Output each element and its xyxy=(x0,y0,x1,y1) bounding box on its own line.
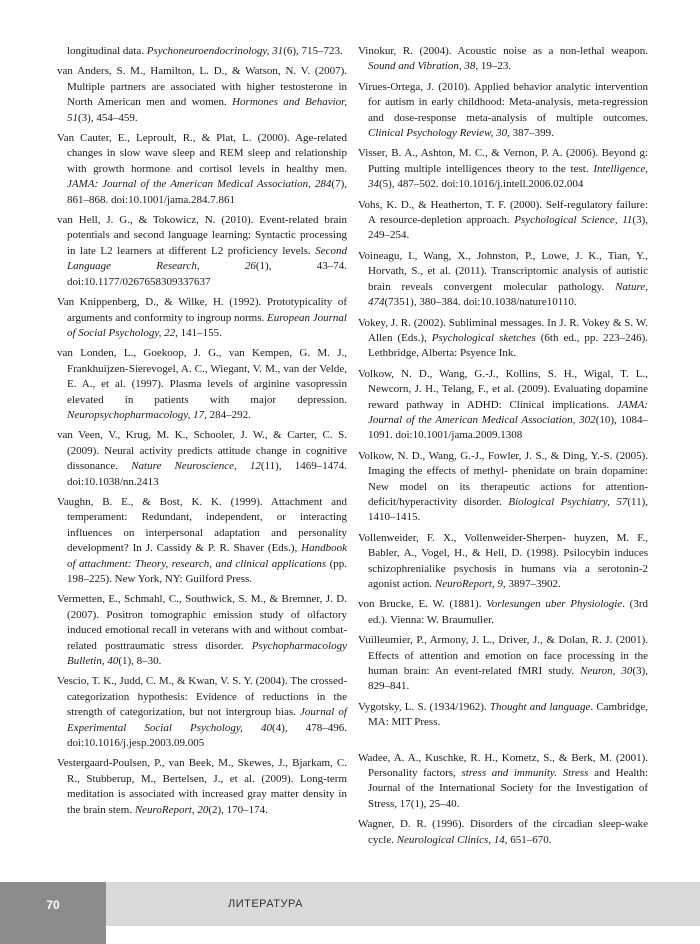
reference-entry xyxy=(57,295,347,341)
reference-details: (4), 478–496. doi:10.1016/j.jesp.2003.09.005 xyxy=(67,721,347,750)
reference-details: , 651–670. xyxy=(504,833,552,846)
reference-source: stress and immunity. Stress xyxy=(461,767,589,780)
reference-source: NeuroReport, 20 xyxy=(134,803,209,816)
reference-entry xyxy=(358,449,648,526)
reference-source: Journal of Experimental Social Psychology, 40 xyxy=(67,706,347,734)
reference-details: . (3rd ed.). Vienna: W. Braumuller. xyxy=(368,598,649,626)
reference-text: Volkow, N. D., Wang, G.-J., Fowler, J. S., & Ding, Y.-S. (2005). Imaging the effects of methyl- phenidate on brain dopamine: New model on its therapeutic actions for attention-deficit/hyperactivity disorder. xyxy=(358,449,648,508)
reference-entry xyxy=(57,674,347,751)
reference-details: (6), 715–723. xyxy=(283,45,343,57)
reference-details: (10), 1084–1091. doi:10.1001/jama.2009.1308 xyxy=(368,413,649,442)
reference-source: Nature Neuroscience, 12 xyxy=(131,460,261,473)
reference-source: Psychopharmacology Bulletin, 40 xyxy=(67,639,347,668)
reference-text: Volkow, N. D., Wang, G.-J., Kollins, S. H., Wigal, T. L., Newcorn, J. H., Telang, F., et al. (2009). Evaluating dopamine reward pathway in ADHD: Clinical implications. xyxy=(358,367,648,411)
reference-details: (7), 861–868. doi:10.1001/jama.284.7.861 xyxy=(67,178,347,206)
reference-source: Thought and language xyxy=(489,700,591,713)
reference-text: Vestergaard-Poulsen, P., van Beek, M., Skewes, J., Bjarkam, C. R., Stubberup, M., Bertelsen, J., et al. (2009). Long-term meditation is associated with increased gray matter density in the brain stem. xyxy=(57,757,347,816)
reference-text: Vaughn, B. E., & Bost, K. K. (1999). Attachment and temperament: Redundant, independent, or interacting influences on interpersonal adaptation and personality development? In J. Cassidy & P. R. Shaver (Eds.), xyxy=(57,495,347,555)
reference-source: NeuroReport, 9, xyxy=(434,578,506,590)
reference-entry xyxy=(57,44,347,59)
reference-details: 141–155. xyxy=(177,326,222,339)
reference-text: Vokey, J. R. (2002). Subliminal messages. In J. R. Vokey & S. W. Allen (Eds.), xyxy=(358,316,648,344)
reference-entry xyxy=(57,64,347,126)
reference-entry xyxy=(57,346,347,423)
reference-text: longitudinal data. xyxy=(67,45,147,57)
reference-entry xyxy=(358,633,648,695)
reference-source: JAMA: Journal of the American Medical Association, 302 xyxy=(368,398,648,426)
reference-entry xyxy=(358,249,648,311)
reference-text: van Hell, J. G., & Tokowicz, N. (2010). Event-related brain potentials and second language learning: Syntactic processing in late L2 learners at different L2 proficiency levels. xyxy=(57,214,347,257)
reference-details: 387–399. xyxy=(509,127,554,140)
reference-entry xyxy=(358,80,648,142)
reference-text: Wagner, D. R. (1996). Disorders of the circadian sleep-wake cycle. xyxy=(358,818,648,846)
reference-text: Vermetten, E., Schmahl, C., Southwick, S. M., & Bremner, J. D. (2007). Positron tomographic emission study of olfactory induced emotional recall in veterans with and without combat-related posttraumatic stress disorder. xyxy=(57,593,347,652)
reference-source: Handbook of attachment: Theory, research, and clinical applications xyxy=(67,542,347,570)
reference-source: Clinical Psychology Review, 30, xyxy=(368,127,510,140)
reference-entry xyxy=(358,531,648,593)
reference-text: van Veen, V., Krug, M. K., Schooler, J. W., & Carter, C. S. (2009). Neural activity predicts attitude change in cognitive dissonance. xyxy=(57,429,347,473)
page-number: 70 xyxy=(0,882,106,944)
reference-text: Vollenweider, F. X., Vollenweider-Sherpen- huyzen, M. F., Babler, A., Vogel, H., & Hell, D. (1998). Psilocybin induces schizophrenialike psychosis in humans via a serotonin-2 agonist action. xyxy=(358,531,648,590)
reference-details: (6th ed., pp. 223–246). Lethbridge, Alberta: Psyence Ink. xyxy=(368,331,648,360)
reference-entry xyxy=(358,316,648,362)
reference-details: (3), 829–841. xyxy=(368,665,649,693)
reference-details: (1), 8–30. xyxy=(118,655,162,668)
reference-details: (3), 249–254. xyxy=(368,214,648,242)
running-title: ЛИТЕРАТУРА xyxy=(228,898,303,910)
reference-text: Vygotsky, L. S. (1934/1962). xyxy=(358,700,490,713)
reference-details: (3), 454–459. xyxy=(78,111,138,124)
reference-entry xyxy=(358,817,648,848)
reference-source: Psychoneuroendocrinology, 31 xyxy=(146,45,284,57)
reference-source: Psychological sketches xyxy=(431,331,536,344)
reference-text: Voineagu, I., Wang, X., Johnston, P., Lowe, J. K., Tian, Y., Horvath, S., et al. (2011). Transcriptomic analysis of autistic brain reveals convergent molecular pathology. xyxy=(358,249,648,293)
reference-text: Vescio, T. K., Judd, C. M., & Kwan, V. S. Y. (2004). The crossed-categorization hypothesis: Evidence of reductions in the strength of categorization, but not intergroup bias. xyxy=(57,675,347,719)
reference-details: . Cambridge, MA: MIT Press. xyxy=(368,700,648,729)
reference-source: Neuropsychopharmacology, 17, xyxy=(67,408,207,421)
reference-details: 3897–3902. xyxy=(505,578,561,590)
reference-source: Second Language Research, 26 xyxy=(67,244,347,273)
reference-entry xyxy=(358,44,648,75)
reference-text: Virues-Ortega, J. (2010). Applied behavior analytic intervention for autism in early childhood: Meta-analysis, meta-regression and dose-response meta-analysis of multiple outcomes. xyxy=(358,80,648,124)
reference-entry xyxy=(57,131,347,208)
reference-entry xyxy=(358,367,648,444)
reference-details: (11), 1469–1474. doi:10.1038/nn.2413 xyxy=(67,460,348,488)
reference-text: Wadee, A. A., Kuschke, R. H., Kometz, S., & Berk, M. (2001). Personality factors, xyxy=(358,751,648,780)
reference-details: (5), 487–502. doi:10.1016/j.intell.2006.02.004 xyxy=(379,178,584,191)
reference-details: (2), 170–174. xyxy=(208,803,268,816)
reference-column-left xyxy=(57,44,347,823)
reference-entry xyxy=(57,495,347,587)
reference-column-right xyxy=(358,44,648,853)
reference-source: Intelligence, 34 xyxy=(368,162,648,191)
reference-source: Neurological Clinics, 14 xyxy=(396,833,505,846)
reference-details: (1), 43–74. doi:10.1177/0267658309337637 xyxy=(67,260,347,288)
reference-source: Neuron, 30 xyxy=(580,665,633,678)
reference-entry xyxy=(358,751,648,813)
reference-details: 284–292. xyxy=(206,408,251,421)
reference-entry xyxy=(57,756,347,818)
reference-text: van Anders, S. M., Hamilton, L. D., & Watson, N. V. (2007). Multiple partners are associated with higher testosterone in North American men and women. xyxy=(57,65,347,109)
reference-text: Vohs, K. D., & Heatherton, T. F. (2000). Self-regulatory failure: A resource-depletion approach. xyxy=(358,198,648,227)
reference-source: Hormones and Behavior, 51 xyxy=(67,96,347,124)
reference-details: , 19–23. xyxy=(475,60,512,73)
reference-entry xyxy=(57,592,347,669)
reference-source: Nature, 474 xyxy=(368,280,648,309)
reference-source: JAMA: Journal of the American Medical Association, 284 xyxy=(67,178,332,191)
reference-text: Visser, B. A., Ashton, M. C., & Vernon, P. A. (2006). Beyond g: Putting multiple intelligences theory to the test. xyxy=(358,147,648,175)
reference-details: and Health: Journal of the International Society for the Investigation of Stress, 17(1), 25–40. xyxy=(368,767,648,810)
reference-entry xyxy=(358,146,648,192)
reference-text: Vinokur, R. (2004). Acoustic noise as a non-lethal weapon. xyxy=(358,45,648,57)
reference-details: (11), 1410–1415. xyxy=(368,495,648,524)
reference-entry xyxy=(57,428,347,490)
reference-entry xyxy=(358,597,648,628)
reference-source: European Journal of Social Psychology, 22, xyxy=(67,311,347,339)
reference-text: Van Knippenberg, D., & Wilke, H. (1992). Prototypicality of arguments and conformity to ingroup norms. xyxy=(57,296,347,324)
reference-entry xyxy=(57,213,347,290)
reference-text: Van Cauter, E., Leproult, R., & Plat, L. (2000). Age-related changes in slow wave sleep and REM sleep and relationship with growth hormone and cortisol levels in healthy men. xyxy=(57,132,347,175)
reference-details: (pp. 198–225). New York, NY: Guilford Press. xyxy=(67,557,347,585)
reference-entry xyxy=(358,198,648,244)
reference-text: Vuilleumier, P., Armony, J. L., Driver, J., & Dolan, R. J. (2001). Effects of attention and emotion on face processing in the human brain: An event-related fMRI study. xyxy=(358,634,648,678)
reference-entry xyxy=(358,700,648,731)
reference-source: Sound and Vibration, 38 xyxy=(368,60,476,73)
reference-source: Vorlesungen uber Physiologie xyxy=(486,598,623,611)
reference-source: Biological Psychiatry, 57 xyxy=(508,495,628,508)
reference-details: (7351), 380–384. doi:10.1038/nature10110. xyxy=(384,296,577,309)
reference-text: van Londen, L., Goekoop, J. G., van Kempen, G. M. J., Frankhuijzen-Sierevogel, A. C., Wiegant, V. M., van der Velde, E. A., et al. (1997). Plasma levels of arginine vasopressin elevated in patients with major depression. xyxy=(57,347,347,406)
reference-text: von Brucke, E. W. (1881). xyxy=(358,598,487,611)
reference-source: Psychological Science, 11 xyxy=(514,214,633,227)
